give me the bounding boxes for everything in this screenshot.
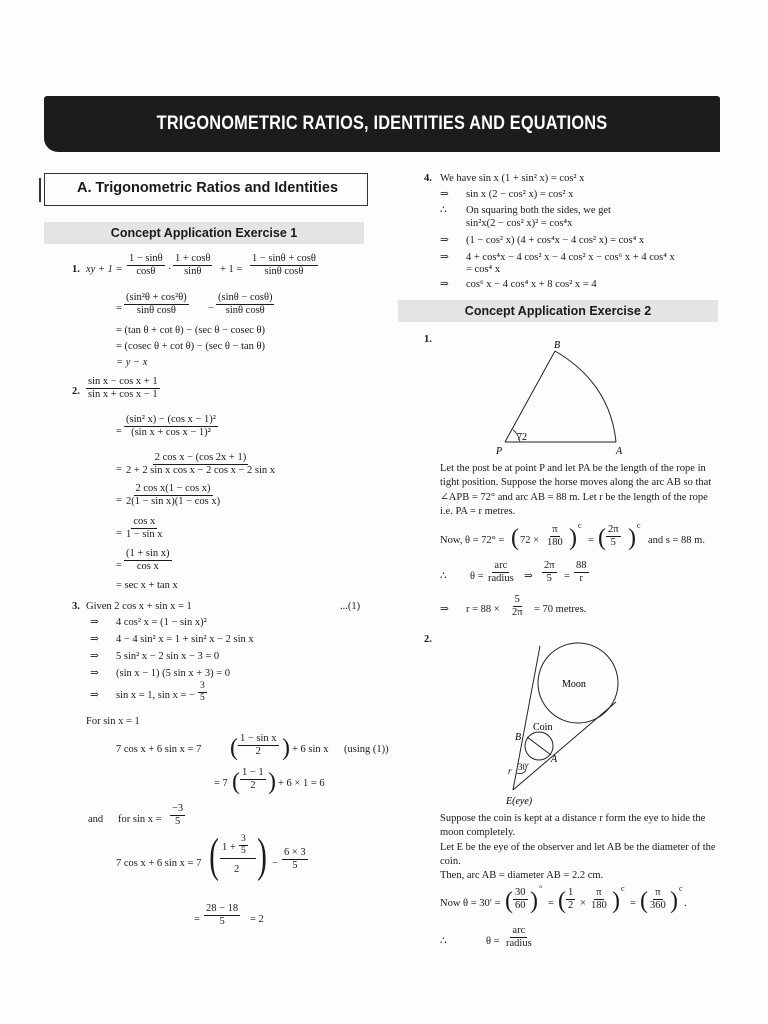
fraction: $\frac{1 - 1}{2}$: [242, 767, 264, 792]
right-paren: ): [282, 735, 290, 761]
period: .: [684, 898, 687, 909]
fraction: $\frac{5}{2\pi}$: [512, 594, 523, 619]
equation-text: = 7: [214, 778, 228, 789]
implies-arrow: ⇒: [440, 252, 449, 263]
equation-note: (using (1)): [344, 744, 389, 755]
equation-line: 4 + cos⁴x − 4 cos² x − 4 cos² x − cos⁶ x + 4 cos⁴ x: [466, 252, 675, 263]
exercise-2-heading: [398, 300, 718, 322]
implies-arrow: ⇒: [440, 604, 449, 615]
label-r: r: [508, 766, 512, 776]
times: ×: [580, 898, 586, 909]
superscript: °: [539, 884, 543, 893]
equation-line: = (cosec θ + cot θ) − (sec θ − tan θ): [116, 341, 266, 352]
equation-line: 5 sin² x − 2 sin x − 3 = 0: [116, 651, 220, 662]
right-paren: ): [670, 888, 678, 914]
fraction: $\frac{\text{(sin²θ + cos²θ)}}{\text{sinθ cosθ}}$: [126, 292, 187, 317]
implies-arrow: ⇒: [440, 279, 449, 290]
fraction: $\frac{\text{2 cos x(1 − cos x)}}{\text{2(1 − sin x)(1 − cos x)}}$: [126, 483, 221, 508]
left-paren: (: [598, 525, 606, 551]
equals: =: [564, 571, 570, 582]
fraction: $\frac{2\pi}{5}$: [608, 524, 619, 549]
left-paren: (: [511, 525, 519, 551]
implies-arrow: ⇒: [524, 571, 533, 582]
equation-text: = 2: [250, 914, 264, 925]
left-paren: (: [209, 829, 219, 882]
minus: −: [208, 303, 214, 314]
implies-arrow: ⇒: [440, 189, 449, 200]
equals: =: [116, 495, 122, 506]
equation-text: + 1 =: [220, 264, 243, 275]
chapter-title-banner: [44, 96, 720, 152]
right-paren: ): [268, 769, 276, 795]
angle-label: 30′: [518, 762, 529, 772]
implies-arrow: ⇒: [90, 634, 99, 645]
equation-tag: ...(1): [340, 601, 361, 612]
left-paren: (: [505, 888, 513, 914]
fraction: $\frac{(\sin\theta - \cos\theta)}{\text{sinθ cosθ}}$: [218, 292, 273, 317]
equation-line: Given 2 cos x + sin x = 1: [86, 601, 192, 612]
equation-text: Now, θ = 72° =: [440, 535, 505, 546]
moon-label: Moon: [562, 679, 586, 690]
superscript: c: [578, 521, 582, 530]
equation-text: + 6 × 1 = 6: [278, 778, 325, 789]
fraction: $\frac{28 - 18}{5}$: [206, 903, 239, 928]
equation-line: 4 cos² x = (1 − sin x)²: [116, 617, 207, 628]
angle-label: 72: [517, 432, 527, 443]
fraction: $\frac{3}{5}$: [241, 834, 246, 856]
equation-line: = y − x: [116, 357, 148, 368]
section-heading: A. Trigonometric Ratios and Identities: [77, 180, 339, 196]
implies-arrow: ⇒: [90, 690, 99, 701]
equation-text: xy + 1 =: [86, 264, 123, 275]
fraction-bar: [220, 858, 256, 859]
equation-line: 4 − 4 sin² x = 1 + sin² x − 2 sin x: [116, 634, 254, 645]
implies-arrow: ⇒: [90, 617, 99, 628]
right-paren: ): [569, 525, 577, 551]
fraction: $\frac{\text{(sin² x) − (cos x − 1)²}}{\text{(sin x + cos x − 1)²}}$: [126, 414, 216, 439]
minus: −: [272, 858, 278, 869]
left-paren: (: [230, 735, 238, 761]
eye-label: E(eye): [506, 796, 533, 807]
question-number: 4.: [424, 173, 432, 184]
right-paren: ): [612, 888, 620, 914]
question-number: 1.: [72, 264, 80, 275]
equation-line: sin x = 1, sin x = −: [116, 690, 196, 701]
chapter-title: TRIGONOMETRIC RATIOS, IDENTITIES AND EQUATIONS: [156, 113, 608, 134]
right-paren: ): [530, 888, 538, 914]
implies-arrow: ⇒: [440, 235, 449, 246]
exercise-1-heading-text: Concept Application Exercise 1: [110, 226, 298, 240]
fraction: $\frac{\text{sin x − cos x + 1}}{\text{sin x + cos x − 1}}$: [88, 376, 158, 401]
label-a: A: [551, 754, 558, 765]
equation-line: = cos⁴ x: [466, 264, 501, 275]
equation-line: sin x (2 − cos² x) = cos² x: [466, 189, 574, 200]
implies-arrow: ⇒: [90, 668, 99, 679]
fraction: $\frac{1}{2}$: [568, 887, 574, 912]
equation-line: For sin x = 1: [86, 716, 140, 727]
equation-line: (1 − cos² x) (4 + cos⁴x − 4 cos² x) = cos⁴ x: [466, 235, 645, 246]
equation-text: θ =: [486, 936, 500, 947]
equation-line: On squaring both the sides, we get: [466, 205, 611, 216]
equation-text: 2: [234, 864, 240, 875]
equation-line: 7 cos x + 6 sin x = 7: [116, 744, 202, 755]
question-number: 2.: [424, 634, 432, 645]
fraction: $\frac{88}{r}$: [576, 560, 587, 585]
fraction: $\frac{\text{2 cos x − (cos 2x + 1)}}{\text{2 + 2 sin x cos x − 2 cos x − 2 sin x}}$: [126, 452, 276, 477]
equation-text: = 70 metres.: [534, 604, 587, 615]
fraction: $\frac{1 - \sin\theta}{\cos\theta}$: [129, 253, 163, 278]
fraction: $\frac{1 - \sin\theta + \cos\theta}{\text{sinθ cosθ}}$: [252, 253, 316, 278]
equals: =: [548, 898, 554, 909]
dot: ·: [168, 264, 172, 275]
left-paren: (: [558, 888, 566, 914]
paragraph: Let E be the eye of the observer and let AB be the diameter of the coin.: [440, 842, 716, 868]
paragraph: Suppose the coin is kept at a distance r form the eye to hide the moon completely.: [440, 813, 706, 839]
equation-text: and s = 88 m.: [648, 535, 705, 546]
therefore-symbol: ∴: [440, 205, 447, 216]
equals: =: [588, 535, 594, 546]
left-paren: (: [232, 769, 240, 795]
exercise-2-heading-text: Concept Application Exercise 2: [464, 304, 652, 318]
therefore-symbol: ∴: [440, 936, 447, 947]
fraction: $\frac{\text{cos x}}{\text{1 − sin x}}$: [126, 516, 163, 541]
fraction: arc radius: [488, 560, 514, 585]
equation-text: Now θ = 30′ =: [440, 898, 501, 909]
superscript: c: [621, 884, 625, 893]
equation-text: r = 88 ×: [466, 604, 500, 615]
equation-text: + 6 sin x: [292, 744, 329, 755]
equals: =: [116, 426, 122, 437]
superscript: c: [679, 884, 683, 893]
fraction: $\frac{\text{(1 + sin x)}}{\text{cos x}}$: [126, 548, 170, 573]
question-number: 1.: [424, 334, 432, 345]
section-heading-box: [44, 173, 368, 206]
superscript: c: [637, 521, 641, 530]
equals: =: [116, 560, 122, 571]
label-p: P: [496, 446, 503, 457]
fraction: $\frac{3}{5}$: [200, 681, 205, 703]
moon-coin-diagram: [496, 642, 636, 812]
equation-line: (sin x − 1) (5 sin x + 3) = 0: [116, 668, 231, 679]
equation-line: = sec x + tan x: [116, 580, 178, 591]
fraction: $\frac{6 \times 3}{5}$: [284, 847, 306, 872]
equation-text: 1 +: [222, 842, 236, 853]
equation-line: sin²x(2 − cos² x)² = cos⁴x: [466, 218, 573, 229]
fraction: $\frac{\pi}{180}$: [591, 887, 607, 912]
coin-label: Coin: [533, 722, 553, 733]
question-number: 2.: [72, 386, 80, 397]
equals: =: [116, 303, 122, 314]
label-b: B: [515, 732, 522, 743]
equals: =: [116, 528, 122, 539]
implies-arrow: ⇒: [90, 651, 99, 662]
fraction: $\frac{2\pi}{5}$: [544, 560, 555, 585]
fraction: arc radius: [506, 925, 532, 950]
equals: =: [194, 914, 200, 925]
equation-line: We have sin x (1 + sin² x) = cos² x: [440, 173, 585, 184]
question-number: 3.: [72, 601, 80, 612]
equals: =: [116, 464, 122, 475]
label-b: B: [554, 340, 561, 351]
equation-line: cos⁶ x − 4 cos⁴ x + 8 cos² x = 4: [466, 279, 597, 290]
fraction: $\frac{30}{60}$: [515, 887, 526, 912]
fraction: $\frac{\text{1 − sin x}}{2}$: [240, 733, 277, 758]
right-paren: ): [628, 525, 636, 551]
paragraph: Let the post be at point P and let PA be the length of the rope in tight position. Suppose the horse moves along the arc AB so that ∠APB = 72° and arc AB = 88 m. Let r be the length of the rope i.e. PA = r metres.: [440, 463, 712, 518]
fraction: $\frac{-3}{5}$: [172, 803, 184, 828]
equation-line: = (tan θ + cot θ) − (sec θ − cosec θ): [116, 325, 266, 336]
equation-text: for sin x =: [118, 814, 162, 825]
equation-text: θ =: [470, 571, 484, 582]
therefore-symbol: ∴: [440, 571, 447, 582]
fraction: $\frac{\pi}{360}$: [650, 887, 666, 912]
label-a: A: [616, 446, 623, 457]
right-paren: ): [257, 829, 267, 882]
equation-text: 72 ×: [520, 535, 540, 546]
fraction: $\frac{1 + \cos\theta}{\sin\theta}$: [175, 253, 211, 278]
equals: =: [630, 898, 636, 909]
exercise-1-heading: [44, 222, 364, 244]
paragraph: Then, arc AB = diameter AB = 2.2 cm.: [440, 870, 604, 881]
fraction: $\frac{\pi}{180}$: [547, 524, 563, 549]
equation-line: 7 cos x + 6 sin x = 7: [116, 858, 202, 869]
sector-diagram: [480, 338, 650, 458]
equation-text: and: [88, 814, 104, 825]
left-paren: (: [640, 888, 648, 914]
